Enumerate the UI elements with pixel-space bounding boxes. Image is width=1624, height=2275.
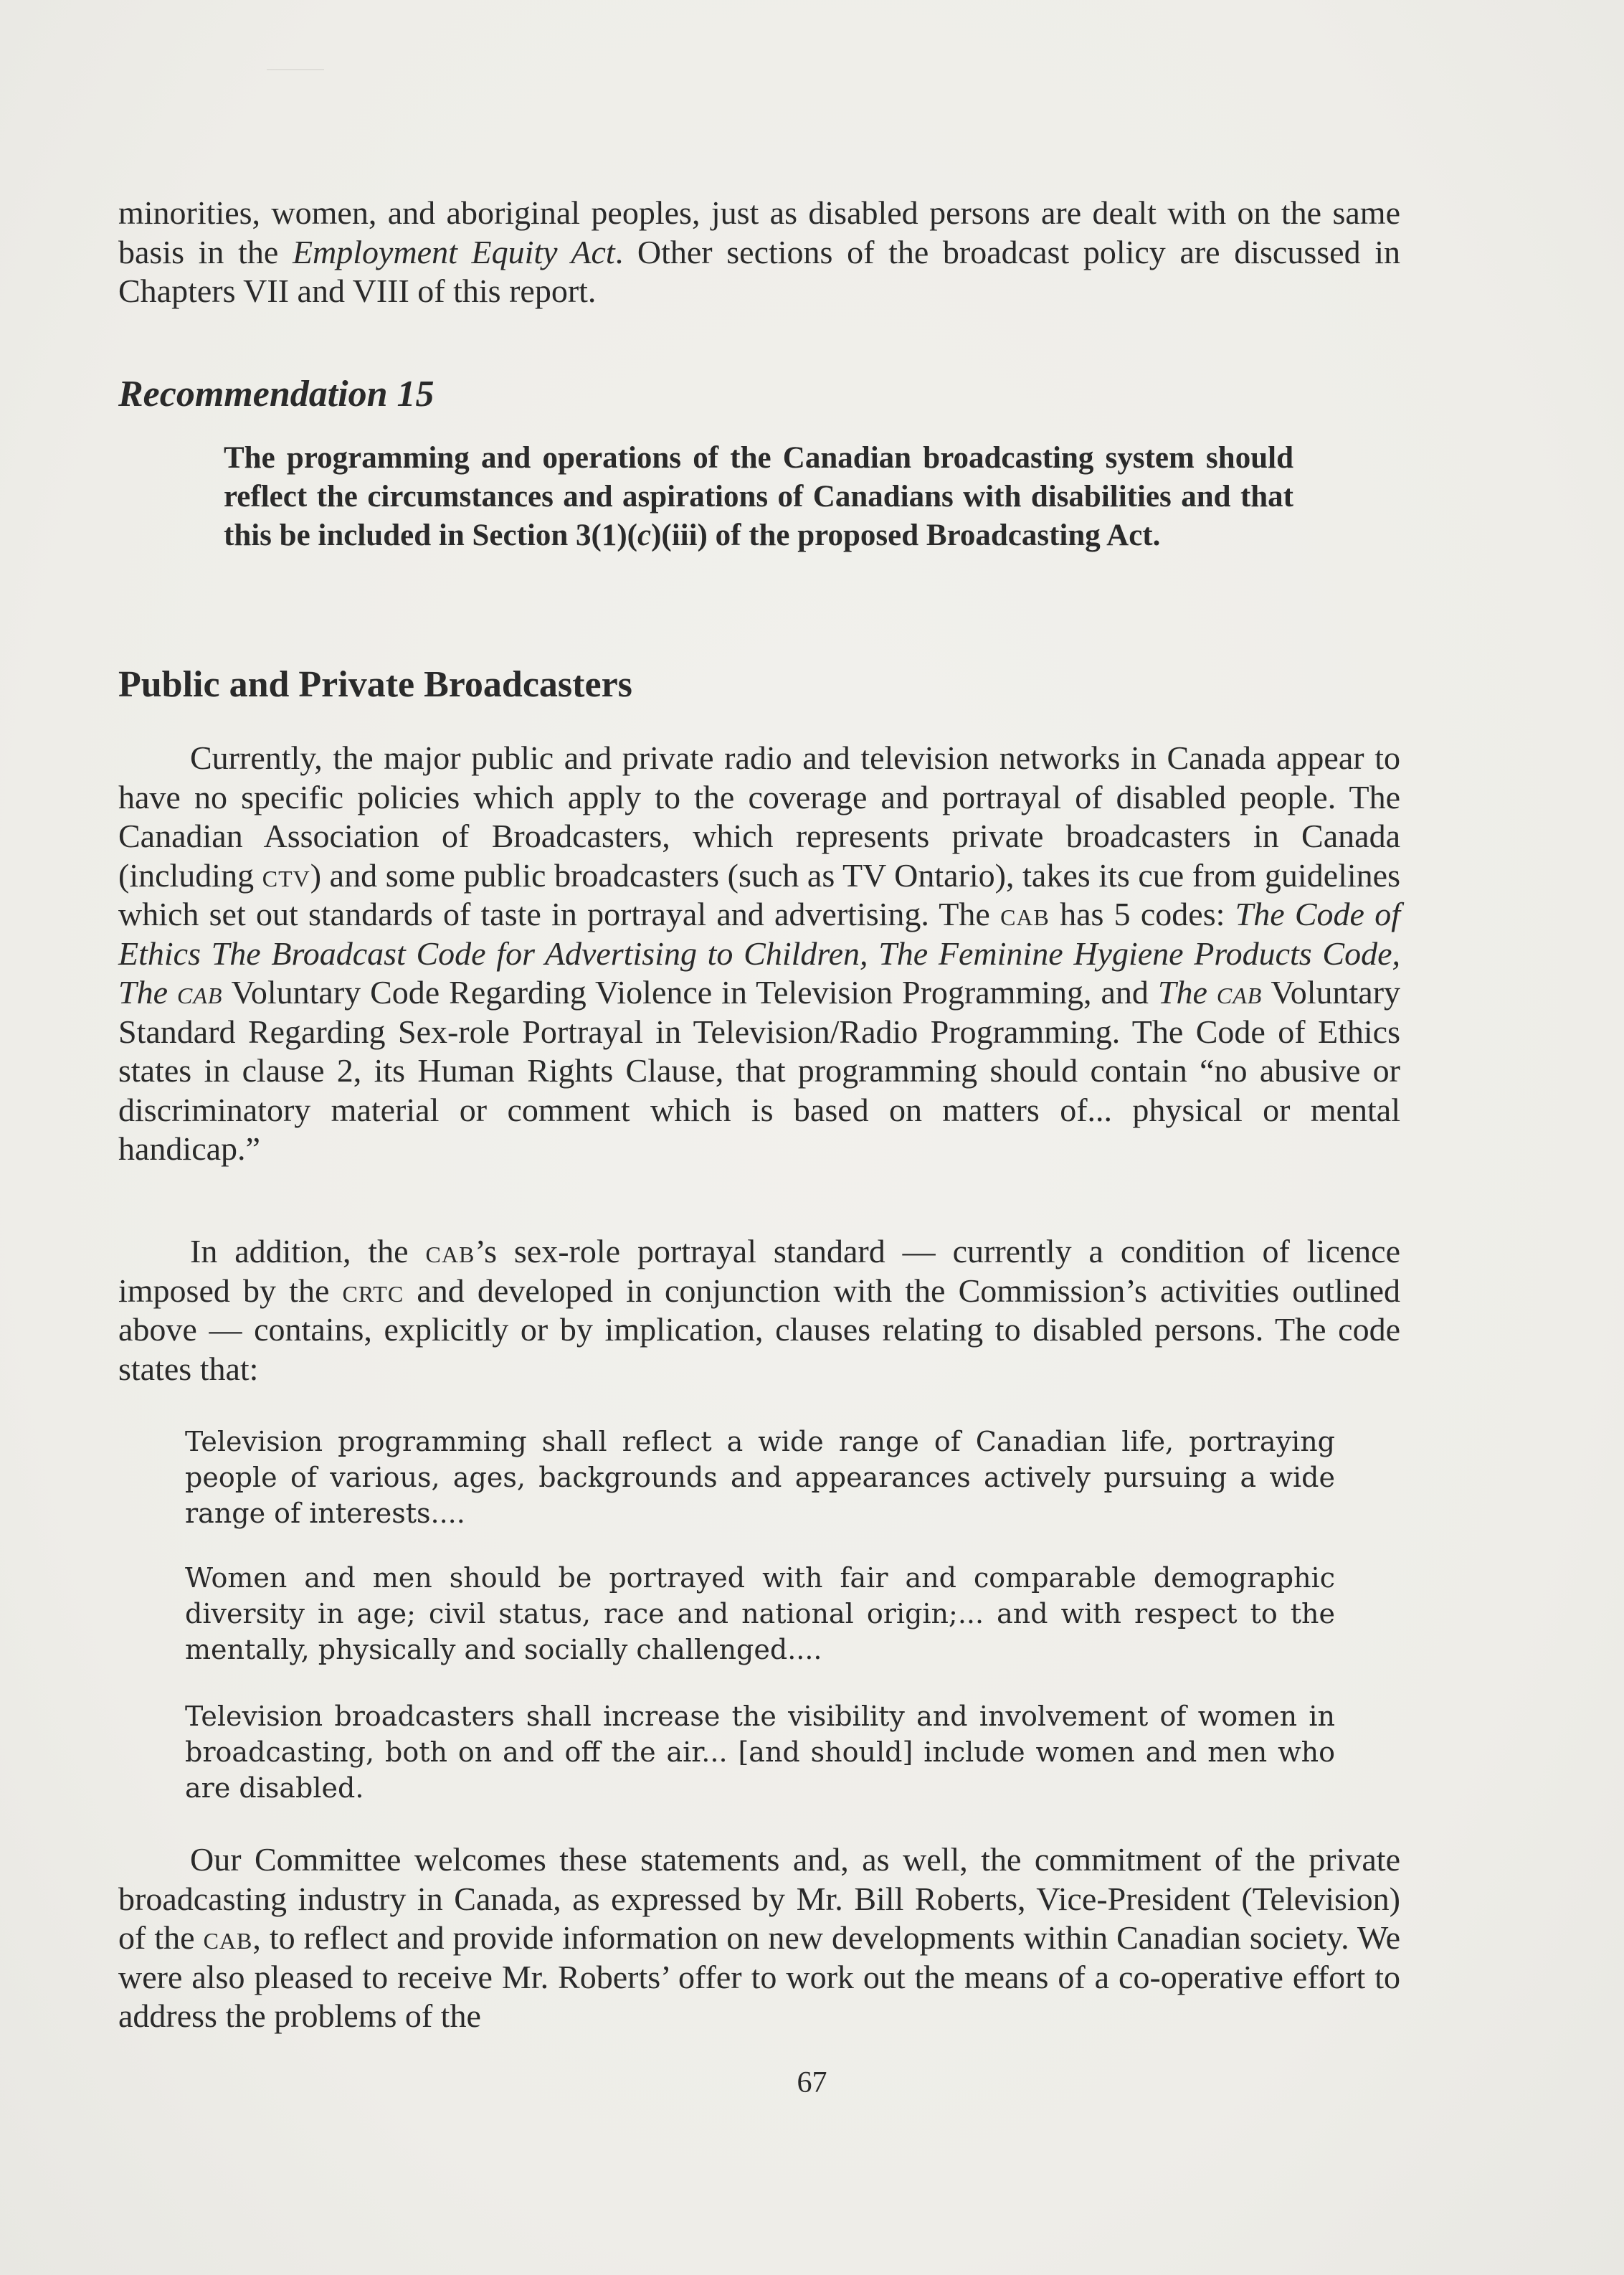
text-run: ’s sex-role portrayal standard — currently a condition of licence imposed by the (118, 1233, 1400, 1309)
acronym-cab: cab (1216, 974, 1263, 1011)
page-number: 67 (797, 2066, 827, 2099)
broadcasters-paragraph (118, 739, 1400, 1169)
broadcasters-text (118, 739, 1400, 1169)
text-run: ) and some public broadcasters (such as TV Ontario), takes its cue from guidelines which set out standards of taste in portrayal and advertising. The (118, 856, 1400, 932)
text-run: Voluntary Standard Regarding Sex-role Portrayal in Television/Radio Programming. The Code of Ethics states in clause 2, its Human Rights Clause, that programming should contain “no abusive or discriminatory material or comment which is based on matters of... physical or mental handicap.” (118, 974, 1401, 1167)
section-heading: Public and Private Broadcasters (118, 664, 632, 705)
intro-paragraph (118, 194, 1400, 311)
scan-artifact (267, 69, 324, 70)
text-run: , to reflect and provide information on new developments within Canadian society. We were also pleased to receive Mr. Roberts’ offer to work out the means of a co-operative effort to address the problems of the (118, 1919, 1400, 2034)
committee-text (118, 1840, 1400, 2036)
intro-act-title: Employment Equity Act (292, 233, 615, 270)
acronym-cab: cab (203, 1919, 253, 1956)
acronym-cab: cab (176, 974, 223, 1011)
recommendation-text-end: )(iii) of the proposed Broadcasting Act. (651, 519, 1161, 552)
sex-role-paragraph (118, 1232, 1400, 1389)
committee-paragraph (118, 1840, 1400, 2036)
intro-text (118, 194, 1400, 311)
code-title: The (1157, 974, 1217, 1011)
recommendation-text (224, 439, 1293, 555)
acronym-cab: cab (425, 1233, 475, 1269)
text-run: In addition, the (190, 1233, 426, 1269)
quote-1: Television programming shall reflect a wide range of Canadian life, portraying people of various, ages, backgrounds and appearances actively pursuing a wide range of interests.... (185, 1426, 1335, 1529)
acronym-ctv: ctv (262, 856, 310, 894)
acronym-crtc: crtc (342, 1272, 404, 1309)
recommendation-heading: Recommendation 15 (118, 374, 435, 415)
sex-role-text (118, 1232, 1400, 1389)
quote-3: Television broadcasters shall increase the visibility and involvement of women in broadcasting, both on and off the air... [and should] include women and men who are disabled. (185, 1701, 1335, 1804)
text-run: and developed in conjunction with the Commission’s activities outlined above — contains, explicitly or by implication, clauses relating to disabled persons. The code states that: (118, 1272, 1401, 1387)
recommendation-clause-letter: c (637, 519, 652, 552)
intro-text-end: . Other sections of the broadcast policy are discussed in Chapters VII and VIII of this report. (118, 233, 1400, 309)
text-run: Our Committee welcomes these statements and, as well, the commitment of the private broadcasting industry in Canada, as expressed by Mr. Bill Roberts, Vice-President (Television) of the (118, 1841, 1400, 1956)
text-run: Voluntary Code Regarding Violence in Television Programming, and (222, 974, 1158, 1011)
quote-2: Women and men should be portrayed with fair and comparable demographic diversity in age; civil status, race and national origin;... and with respect to the mentally, physically and socially challenged.... (185, 1562, 1335, 1665)
text-run: Currently, the major public and private radio and television networks in Canada appear to have no specific policies which apply to the coverage and portrayal of disabled people. The Canadian Association of Broadcasters, which represents private broadcasters in Canada (including (118, 739, 1400, 894)
intro-text-start: minorities, women, and aboriginal peoples, just as disabled persons are dealt with on the same basis in the (118, 194, 1400, 270)
recommendation-text-start: The programming and operations of the Canadian broadcasting system should reflect the circumstances and aspirations of Canadians with disabilities and that this be included in Section 3(1)( (224, 441, 1293, 552)
text-run: has 5 codes: (1049, 896, 1235, 932)
code-titles: The Code of Ethics The Broadcast Code for Advertising to Children, The Feminine Hygiene Products Code, The (118, 896, 1400, 1011)
acronym-cab: cab (1000, 896, 1050, 932)
